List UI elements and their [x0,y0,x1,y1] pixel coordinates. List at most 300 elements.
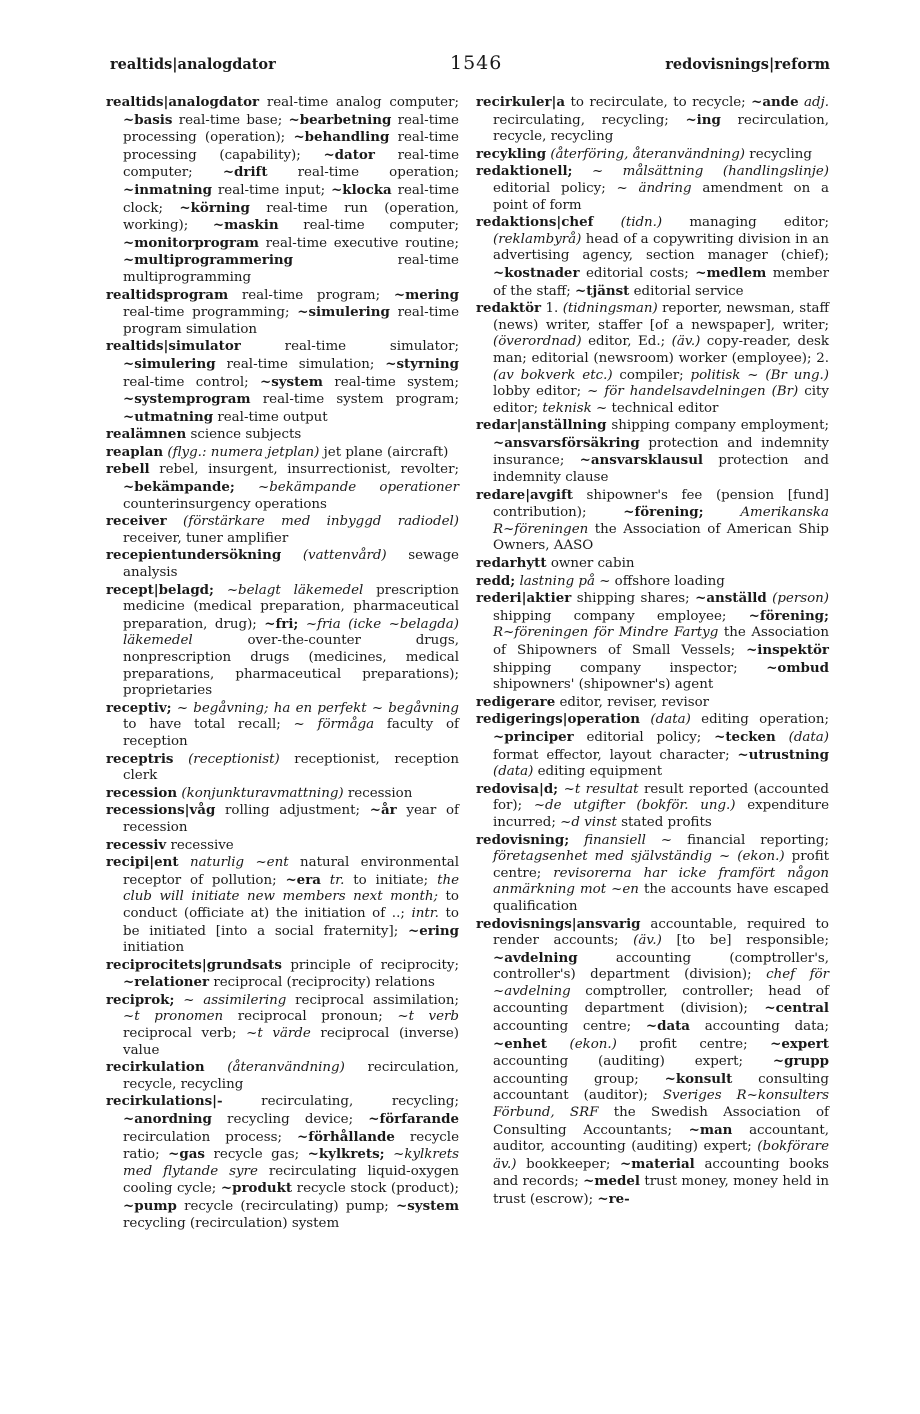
right-column [476,94,829,1209]
definition-text: stated profits [616,814,712,830]
headword: redd; [476,572,516,589]
usage-note: ~t värde [246,1026,311,1042]
definition-text: real-time processing (operation); [123,112,459,146]
definition-text: editing operation; [690,712,829,728]
headword: ~år [369,802,397,819]
definition-text [593,215,620,230]
usage-note: ~fria (icke ~belagda) läkemedel [123,616,459,649]
headword: ~central [764,1000,829,1017]
definition-text: ~ offshore loading [594,573,725,589]
headword: redigerare [476,693,556,710]
definition-text: accounting (comptroller's, controller's) department (division); [493,950,829,983]
headword: ~grupp [772,1053,829,1070]
definition-text: prescription medicine (medical preparation, pharmaceutical preparation, drug); [123,582,459,632]
definition-text: consulting accountant (auditor); [493,1071,829,1104]
definition-text [704,505,741,520]
headword: realtids|analogdator [106,94,260,110]
headword: recessiv [106,836,167,853]
definition-text: city editor; [493,384,829,416]
headword: recept|belagd; [106,581,214,598]
definition-text [385,1147,394,1162]
definition-text: editorial policy; ~ [493,180,639,196]
headword: ~drift [222,164,268,181]
usage-note: revisorerna har icke framfört någon anmärkning mot ~en [493,865,829,898]
dictionary-entry [476,146,829,164]
definition-text: ~ technical editor [591,400,719,416]
dictionary-entry [476,590,829,694]
usage-note: teknisk [542,400,592,416]
usage-note: chef för ~avdelning [493,967,829,999]
usage-note: begåvning; ha en perfekt ~ begåvning [193,700,459,716]
definition-text: real-time run (operation, working); [123,200,459,234]
definition-text: editor, Ed.; [581,334,672,350]
dictionary-entry [106,1059,459,1093]
definition-text: ~ [572,164,623,180]
dictionary-entry [476,487,829,555]
page-number: 1546 [450,52,503,74]
definition-text: reporter, newsman, staff (news) writer, staffer [of a newspaper], writer; [493,301,829,333]
headword: ~kylkrets; [307,1146,385,1163]
usage-note: (vattenvård) [302,548,387,564]
headword: ~förhållande [297,1128,395,1145]
usage-note: R~föreningen för Mindre Fartyg [493,625,719,641]
definition-text: shipowner's fee (pension [fund] contribution); [493,487,829,521]
headword: ~era [285,871,321,888]
definition-text: the Swedish Association of Consulting Accountants; [493,1105,829,1138]
definition-text: year of recession [123,803,460,835]
headword: recepientundersökning [106,547,282,564]
usage-note: (data) [650,712,691,728]
dictionary-entry [476,94,829,146]
headword: redovisnings|ansvarig [476,915,641,932]
definition-text [298,617,305,632]
definition-text: ~ [711,849,738,865]
headword: redarhytt [476,555,547,572]
headword: redaktör [476,300,542,317]
headword: ~enhet [493,1035,547,1052]
headword: ~förening; [623,504,704,521]
definition-text: real-time processing (capability); [123,130,459,163]
definition-text: profit centre; [493,849,830,881]
headword: reciprok; [106,991,175,1008]
dictionary-entry [106,513,459,547]
usage-note: ~d vinst [560,814,617,830]
headword: recykling [476,145,547,162]
definition-text: accounting centre; [493,1019,646,1035]
definition-text: real-time multiprogramming [123,253,459,285]
definition-text: faculty of reception [123,717,459,749]
definition-text: recirculating, recycling; [493,112,686,128]
definition-text [321,873,330,888]
headword: ~ing [685,111,721,128]
definition-text: accounting group; [493,1071,665,1087]
definition-text: counterinsurgency operations [123,496,327,512]
dictionary-entry [476,417,829,486]
definition-text: real-time control; [123,374,261,390]
dictionary-entry [476,555,829,573]
usage-note: ~t pronomen [123,1009,224,1025]
headword: ~monitorprogram [123,234,259,251]
headword: realtidsprogram [106,286,229,303]
headword: ~expert [770,1035,829,1052]
headword: redovisa|d; [476,780,559,797]
headword: ~basis [123,111,173,128]
headword: ~körning [179,199,250,216]
usage-note: företagsenhet med självständig [493,849,712,865]
definition-text: natural environmental receptor of pollution; [123,855,460,888]
usage-note: Amerikanska R~föreningen [493,505,829,537]
usage-note: (Br ung.) [765,367,830,383]
definition-text: recycle gas; [204,1147,308,1163]
definition-text [235,480,258,495]
headword: ~anställd [695,590,767,607]
dictionary-entry [476,694,829,712]
usage-note: (receptionist) [188,751,280,767]
definition-text: accounting data; [689,1019,829,1035]
definition-text: ~ financial reporting; [645,832,829,848]
headword: receptiv; [106,699,172,716]
definition-text: protection and indemnity insurance; [493,435,829,469]
definition-text: real-time clock; [123,182,459,216]
definition-text: receiver, tuner amplifier [123,530,289,546]
headword: ~inspektör [746,642,829,658]
usage-note: naturlig ~ent [189,855,289,871]
headword: ~förening; [748,607,829,624]
headword: ~avdelning [493,949,578,966]
definition-text: member of the staff; [493,265,829,299]
usage-note: (data) [493,764,534,780]
definition-text: reciprocal (inverse) value [123,1026,459,1058]
definition-text [167,514,183,529]
usage-note: assimilering [203,992,287,1008]
definition-text: real-time system; [322,374,459,390]
headword: redar|anställning [476,417,607,434]
definition-text: shipowners' (shipowner's) agent [493,677,714,693]
definition-text: science subjects [186,427,302,443]
definition-text: real-time computer; [123,147,459,181]
headword: redaktionell; [476,163,573,180]
headword: ~klocka [331,181,392,198]
definition-text: editorial policy; [573,729,715,745]
definition-text: to conduct (officiate at) the initiation of ..; [123,889,459,921]
definition-text: real-time program simulation [123,305,459,337]
usage-note: (data) [788,729,829,745]
dictionary-entry [476,300,829,417]
headword: recessions|våg [106,802,216,819]
headword: rederi|aktier [476,590,572,607]
dictionary-entry [476,781,829,832]
definition-text: real-time computer; [278,218,459,234]
headword: ~styrning [385,355,459,372]
headword: ~ansvarsförsäkring [493,434,640,451]
dictionary-entry [106,426,459,444]
headword: ~tjänst [574,282,630,299]
usage-note: (bokförare äv.) [493,1139,829,1172]
definition-text: real-time executive routine; [258,235,459,251]
usage-note: (konjunkturavmattning) [181,785,344,801]
headword: ~utrustning [737,746,829,763]
dictionary-entry [106,785,459,803]
usage-note: (flyg.: numera jetplan) [167,444,320,460]
headword: ~inmatning [123,181,212,198]
definition-text: owner cabin [546,556,635,572]
definition-text [569,833,584,848]
left-column [106,94,459,1232]
definition-text: recirculating, recycling; [222,1094,459,1110]
dictionary-entry [106,854,459,957]
headword: ~simulering [123,355,216,372]
definition-text: managing editor; [662,215,829,231]
definition-text: principle of reciprocity; [281,957,459,973]
headword: ~simulering [297,304,390,321]
usage-note: förmåga [317,717,375,733]
definition-text [173,752,188,767]
definition-text: real-time program; [228,287,394,303]
definition-text: real-time simulation; [215,356,386,372]
dictionary-entry [106,751,459,785]
headword: ~ering [408,922,459,939]
definition-text: reciprocal verb; [123,1026,247,1042]
definition-text: profit centre; [616,1036,771,1052]
headword: ~fri; [264,615,299,632]
headword: realämnen [106,426,187,443]
definition-text: real-time base; [172,112,289,128]
usage-note: lastning på [519,573,595,589]
headword: ~system [260,373,323,390]
definition-text: real-time output [213,409,328,425]
definition-text: real-time analog computer; [259,95,459,110]
headword: ~man [688,1121,733,1138]
definition-text: comptroller, controller; head of accounting department (division); [493,983,829,1017]
headword: recirkulations|- [106,1093,223,1110]
definition-text: recirculation, recycle, recycling [493,112,829,145]
headword: ~bearbetning [288,111,392,128]
definition-text: copy-reader, desk man; editorial (newsroom) worker (employee); 2. [493,334,829,366]
definition-text: the Association of American Ship Owners, AASO [493,521,829,554]
definition-text: reciprocal (reciprocity) relations [209,975,435,991]
headword: recession [106,784,178,801]
definition-text: ~ [174,992,204,1008]
definition-text: initiation [123,940,185,956]
definition-text: to recirculate, to recycle; [565,95,752,110]
usage-note: (återanvändning) [227,1060,345,1076]
definition-text: real-time input; [212,182,332,198]
dictionary-entry [106,461,459,513]
definition-text: the Association of Shipowners of Small Vessels; [493,625,829,658]
usage-note: ~belagt läkemedel [226,582,364,598]
headword: ~gas [168,1146,205,1163]
definition-text: editing equipment [533,764,663,780]
headword: ~principer [493,728,574,745]
definition-text: recycling [745,146,812,162]
definition-text: trust money, money held in trust (escrow); [493,1174,829,1207]
definition-text [214,583,227,598]
usage-note: (tidningsman) [562,301,658,317]
definition-text: compiler; [612,367,691,383]
usage-note: (äv.) [671,334,701,350]
usage-note: ~kylkrets med flytande syre [123,1147,459,1179]
definition-text: shipping company inspector; [493,660,767,676]
definition-text: bookkeeper; [516,1156,621,1172]
usage-note: finansiell [584,832,646,848]
definition-text: accountable, required to render accounts; [493,916,829,949]
definition-text: recirculation, recycle, recycling [123,1060,459,1092]
page-header [110,52,830,82]
headword: ~dator [323,146,375,163]
dictionary-entry [106,547,459,581]
definition-text: the accounts have escaped qualification [493,882,829,914]
headword: ~systemprogram [123,391,251,408]
headword: ~förfarande [368,1111,459,1128]
headword: redigerings|operation [476,711,641,728]
definition-text: recirculating liquid-oxygen cooling cycle; [123,1163,459,1197]
usage-note: adj. [804,95,829,110]
dictionary-entry [106,338,459,426]
dictionary-entry [106,802,459,836]
definition-text: recirculation process; [123,1129,298,1145]
definition-text: jet plane (aircraft) [319,444,449,460]
definition-text: accounting (auditing) expert; [493,1054,773,1070]
headword: rebell [106,461,150,478]
definition-text: recycling (recirculation) system [123,1215,340,1231]
definition-text: ~ [740,367,766,383]
headword: ~system [396,1198,459,1214]
usage-note: ändring [638,180,692,196]
definition-text: sewage analysis [123,548,459,581]
dictionary-entry [106,94,459,287]
usage-note: (överordnad) [493,334,582,350]
definition-text: recycling device; [211,1112,369,1128]
definition-text: expenditure incurred; [493,798,829,830]
dictionary-entry [106,1093,459,1232]
definition-text [776,730,789,745]
definition-text: result reported (accounted for); [493,781,829,814]
definition-text: rebel, insurgent, insurrectionist, revolter; [149,462,459,478]
headword: reaplan [106,443,164,460]
usage-note: the club will initiate new members next month; [123,872,459,905]
running-head-right: redovisnings|reform [665,56,830,73]
usage-note: (person) [772,591,830,607]
definition-text: 1. [541,301,563,317]
definition-text: head of a copywriting division in an advertising agency, section manager (chief); [493,231,829,264]
usage-note: ~t resultat [563,781,639,797]
headword: redaktions|chef [476,214,594,231]
definition-text [281,548,303,563]
definition-text: editor, reviser, revisor [555,694,710,710]
definition-text [179,855,190,870]
headword: ~ansvarsklausul [579,452,704,469]
usage-note: ~de utgifter (bokför. ung.) [533,798,736,814]
headword: ~medel [583,1173,641,1190]
definition-text: editorial costs; [579,265,696,281]
definition-text: to be initiated [into a social fraternity]; [123,905,459,939]
dictionary-entry [106,444,459,462]
headword: ~utmatning [123,408,214,425]
headword: realtids|simulator [106,338,241,355]
headword: ~ande [751,94,799,110]
headword: ~bekämpande; [123,479,235,496]
usage-note: (ekon.) [569,1036,617,1052]
headword: ~tecken [714,728,776,745]
usage-note: (reklambyrå) [493,231,582,247]
headword: receiver [106,513,167,530]
headword: reciprocitets|grundsats [106,956,282,973]
dictionary-entry [106,287,459,339]
dictionary-entry [476,163,829,214]
usage-note: (återföring, återanvändning) [550,146,746,162]
usage-note: ~bekämpande operationer [258,480,459,496]
definition-text: lobby editor; ~ [493,384,605,400]
dictionary-entry [106,837,459,855]
dictionary-entry [106,700,459,751]
definition-text: to initiate; [344,872,438,888]
usage-note: för handelsavdelningen (Br) [604,384,799,400]
usage-note: (förstärkare med inbyggd radiodel) [183,514,459,530]
usage-note: (av bokverk etc.) [493,367,613,383]
headword: ~maskin [212,217,279,234]
definition-text: protection and indemnity clause [493,453,829,486]
usage-note: (tidn.) [620,215,663,231]
headword: ~medlem [695,264,767,281]
headword: ~relationer [123,974,210,991]
definition-text: accountant, auditor, accounting (auditing) expert; [493,1122,829,1155]
headword: receptris [106,750,174,767]
definition-text [205,1060,228,1075]
definition-text: recycle (recirculating) pump; [176,1199,397,1214]
dictionary-entry [476,214,829,300]
usage-note: (ekon.) [737,849,785,865]
headword: ~anordning [123,1111,212,1128]
definition-text [640,712,650,727]
usage-note: tr. [329,872,345,888]
headword: recirkulation [106,1059,205,1076]
running-head-left: realtids|analogdator [110,56,276,73]
definition-text: [to be] responsible; [661,933,829,949]
headword: ~mering [393,286,459,303]
headword: ~re- [597,1191,630,1207]
usage-note: intr. [411,905,439,921]
headword: redare|avgift [476,486,573,503]
definition-text: reciprocal pronoun; [223,1009,398,1025]
definition-text: editorial service [629,283,744,299]
usage-note: målsättning (handlingslinje) [622,164,829,180]
dictionary-entry [476,832,829,916]
headword: ~material [620,1155,695,1172]
definition-text: shipping company employment; [606,418,829,434]
definition-text: ~ [171,700,194,716]
dictionary-entry [106,992,459,1059]
headword: ~behandling [293,129,390,146]
definition-text: over-the-counter drugs, nonprescription drugs (medicines, medical preparations, pharmaceutical preparations); proprietaries [123,633,459,699]
dictionary-entry [476,711,829,780]
definition-text: recycle ratio; [123,1129,459,1163]
dictionary-entry [476,916,829,1209]
definition-text: shipping shares; [571,591,696,607]
dictionary-entry [106,957,459,992]
definition-text: format effector, layout character; [493,747,738,763]
dictionary-entry [106,582,459,700]
headword: ~konsult [664,1070,733,1087]
usage-note: ~t verb [397,1009,459,1025]
definition-text [547,1037,570,1052]
headword: ~data [645,1018,690,1035]
headword: recipi|ent [106,854,179,871]
headword: redovisning; [476,831,570,848]
definition-text: reciprocal assimilation; [286,992,459,1008]
definition-text: real-time programming; [123,305,298,321]
usage-note: politisk [690,367,741,383]
definition-text: recessive [166,837,234,853]
